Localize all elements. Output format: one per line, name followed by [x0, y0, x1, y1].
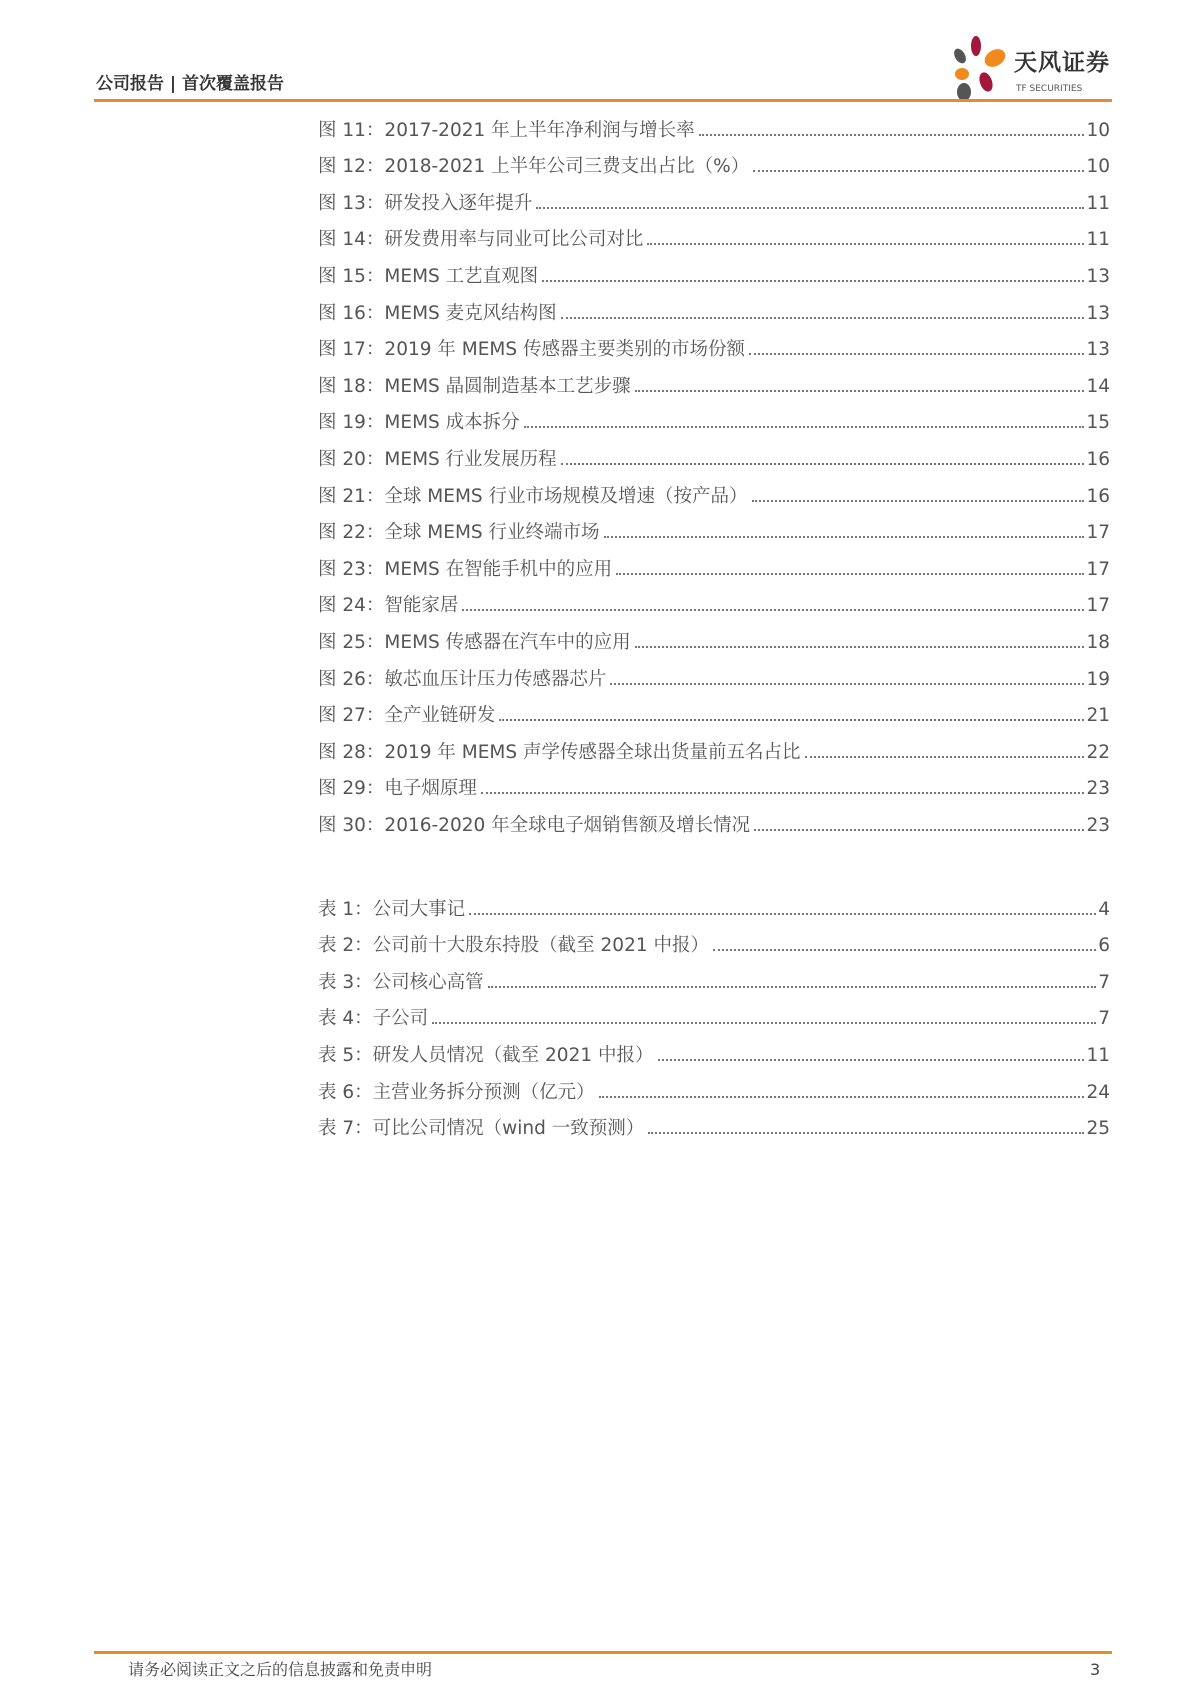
- toc-entry-title[interactable]: 表 2：公司前十大股东持股（截至 2021 中报）: [318, 935, 709, 957]
- toc-entry[interactable]: [318, 885, 1110, 922]
- tf-securities-logo: [950, 34, 1120, 104]
- toc-entry[interactable]: [318, 1068, 1110, 1105]
- toc-entry-title[interactable]: 图 13：研发投入逐年提升: [318, 192, 533, 214]
- toc-entry-title[interactable]: 图 28：2019 年 MEMS 声学传感器全球出货量前五名占比: [318, 741, 801, 763]
- toc-entry-title[interactable]: 图 20：MEMS 行业发展历程: [318, 448, 557, 470]
- toc-entry-page: 13: [1086, 339, 1110, 361]
- figure-list: [318, 106, 1110, 838]
- toc-entry-title[interactable]: 图 26：敏芯血压计压力传感器芯片: [318, 668, 607, 690]
- toc-entry-title[interactable]: 图 19：MEMS 成本拆分: [318, 412, 520, 434]
- toc-entry-title[interactable]: 图 21：全球 MEMS 行业市场规模及增速（按产品）: [318, 485, 748, 507]
- dot-leader: [462, 609, 1084, 611]
- toc-entry[interactable]: [318, 326, 1110, 363]
- toc-entry-title[interactable]: 图 30：2016-2020 年全球电子烟销售额及增长情况: [318, 814, 751, 836]
- toc-entry-page: 6: [1098, 935, 1110, 957]
- toc-entry[interactable]: [318, 958, 1110, 995]
- dot-leader: [469, 913, 1096, 915]
- toc-entry[interactable]: [318, 399, 1110, 436]
- dot-leader: [599, 1096, 1085, 1098]
- toc-entry-page: 11: [1086, 229, 1110, 251]
- toc-entry-page: 16: [1086, 448, 1110, 470]
- toc-entry-title[interactable]: 图 22：全球 MEMS 行业终端市场: [318, 522, 600, 544]
- dot-leader: [635, 390, 1085, 392]
- toc-entry-title[interactable]: 图 29：电子烟原理: [318, 778, 477, 800]
- footer-disclaimer: 请务必阅读正文之后的信息披露和免责申明: [128, 1660, 433, 1679]
- dot-leader: [488, 986, 1097, 988]
- toc-entry[interactable]: [318, 995, 1110, 1032]
- toc-entry[interactable]: [318, 252, 1110, 289]
- flower-logo-icon: [950, 34, 1012, 104]
- toc-entry-title[interactable]: 图 11：2017-2021 年上半年净利润与增长率: [318, 119, 695, 141]
- dot-leader: [561, 317, 1085, 319]
- toc-entry-page: 15: [1086, 412, 1110, 434]
- toc-entry-page: 23: [1086, 814, 1110, 836]
- dot-leader: [647, 243, 1084, 245]
- dot-leader: [481, 792, 1085, 794]
- dot-leader: [604, 536, 1085, 538]
- dot-leader: [699, 134, 1085, 136]
- toc-entry[interactable]: [318, 692, 1110, 729]
- toc-entry-title[interactable]: 图 24：智能家居: [318, 595, 459, 617]
- toc-entry-title[interactable]: 表 1：公司大事记: [318, 898, 466, 920]
- toc-entry-page: 25: [1086, 1118, 1110, 1140]
- toc-entry[interactable]: [318, 509, 1110, 546]
- toc-entry-page: 17: [1086, 595, 1110, 617]
- toc-entry-page: 10: [1086, 156, 1110, 178]
- toc-entry[interactable]: [318, 1105, 1110, 1142]
- dot-leader: [432, 1022, 1096, 1024]
- header-divider: [94, 99, 1112, 102]
- dot-leader: [542, 280, 1084, 282]
- toc-entry-title[interactable]: 图 15：MEMS 工艺直观图: [318, 265, 539, 287]
- toc-entry-page: 10: [1086, 119, 1110, 141]
- toc-entry-page: 16: [1086, 485, 1110, 507]
- toc-entry-title[interactable]: 表 6：主营业务拆分预测（亿元）: [318, 1081, 595, 1103]
- toc-entry[interactable]: [318, 618, 1110, 655]
- toc-entry[interactable]: [318, 472, 1110, 509]
- toc-entry-title[interactable]: 图 25：MEMS 传感器在汽车中的应用: [318, 631, 631, 653]
- toc-entry-page: 19: [1086, 668, 1110, 690]
- toc-entry[interactable]: [318, 216, 1110, 253]
- dot-leader: [610, 683, 1084, 685]
- toc-entry-page: 11: [1086, 1044, 1110, 1066]
- dot-leader: [561, 463, 1085, 465]
- toc-entry-page: 18: [1086, 631, 1110, 653]
- footer-divider: [94, 1651, 1112, 1654]
- toc-entry-title[interactable]: 图 27：全产业链研发: [318, 705, 496, 727]
- toc-entry[interactable]: [318, 179, 1110, 216]
- toc-entry[interactable]: [318, 143, 1110, 180]
- toc-entry[interactable]: [318, 435, 1110, 472]
- toc-entry[interactable]: [318, 1031, 1110, 1068]
- toc-entry[interactable]: [318, 765, 1110, 802]
- toc-entry[interactable]: [318, 922, 1110, 959]
- dot-leader: [753, 170, 1084, 172]
- toc-entry-page: 21: [1086, 705, 1110, 727]
- toc-entry[interactable]: [318, 728, 1110, 765]
- toc-entry-title[interactable]: 表 4：子公司: [318, 1008, 429, 1030]
- page-number: 3: [1090, 1660, 1101, 1679]
- toc-entry-title[interactable]: 图 18：MEMS 晶圆制造基本工艺步骤: [318, 375, 631, 397]
- toc-entry[interactable]: [318, 582, 1110, 619]
- toc-entry-page: 17: [1086, 558, 1110, 580]
- dot-leader: [713, 949, 1096, 951]
- toc-entry-title[interactable]: 图 14：研发费用率与同业可比公司对比: [318, 229, 644, 251]
- toc-entry[interactable]: [318, 289, 1110, 326]
- dot-leader: [536, 207, 1084, 209]
- toc-entry-page: 22: [1086, 741, 1110, 763]
- dot-leader: [754, 829, 1084, 831]
- logo-text: 天风证券: [1014, 50, 1110, 76]
- dot-leader: [616, 573, 1084, 575]
- toc-entry-title[interactable]: 表 7：可比公司情况（wind 一致预测）: [318, 1118, 645, 1140]
- toc-entry-title[interactable]: 图 16：MEMS 麦克风结构图: [318, 302, 557, 324]
- toc-entry-page: 23: [1086, 778, 1110, 800]
- dot-leader: [635, 646, 1085, 648]
- dot-leader: [752, 500, 1085, 502]
- dot-leader: [658, 1059, 1085, 1061]
- toc-entry-title[interactable]: 表 3：公司核心高管: [318, 971, 484, 993]
- toc-entry[interactable]: [318, 801, 1110, 838]
- toc-entry-page: 7: [1098, 971, 1110, 993]
- toc-entry-page: 7: [1098, 1008, 1110, 1030]
- toc-entry-page: 13: [1086, 265, 1110, 287]
- dot-leader: [749, 353, 1084, 355]
- toc-entry-title[interactable]: 表 5：研发人员情况（截至 2021 中报）: [318, 1044, 654, 1066]
- toc-entry-page: 24: [1086, 1081, 1110, 1103]
- toc-entry[interactable]: [318, 362, 1110, 399]
- toc-entry[interactable]: [318, 655, 1110, 692]
- toc-entry-title[interactable]: 图 23：MEMS 在智能手机中的应用: [318, 558, 613, 580]
- dot-leader: [648, 1132, 1084, 1134]
- toc-entry-page: 11: [1086, 192, 1110, 214]
- toc-entry-page: 13: [1086, 302, 1110, 324]
- table-list: [318, 885, 1110, 1141]
- report-type-header: 公司报告 | 首次覆盖报告: [96, 74, 285, 94]
- toc-entry-page: 4: [1098, 898, 1110, 920]
- logo-subtext: TF SECURITIES: [1016, 84, 1083, 94]
- dot-leader: [499, 719, 1084, 721]
- toc-entry-title[interactable]: 图 12：2018-2021 上半年公司三费支出占比（%）: [318, 156, 750, 178]
- dot-leader: [805, 756, 1085, 758]
- toc-entry-page: 17: [1086, 522, 1110, 544]
- toc-entry[interactable]: [318, 545, 1110, 582]
- dot-leader: [524, 426, 1085, 428]
- toc-entry[interactable]: [318, 106, 1110, 143]
- toc-entry-title[interactable]: 图 17：2019 年 MEMS 传感器主要类别的市场份额: [318, 339, 746, 361]
- toc-entry-page: 14: [1086, 375, 1110, 397]
